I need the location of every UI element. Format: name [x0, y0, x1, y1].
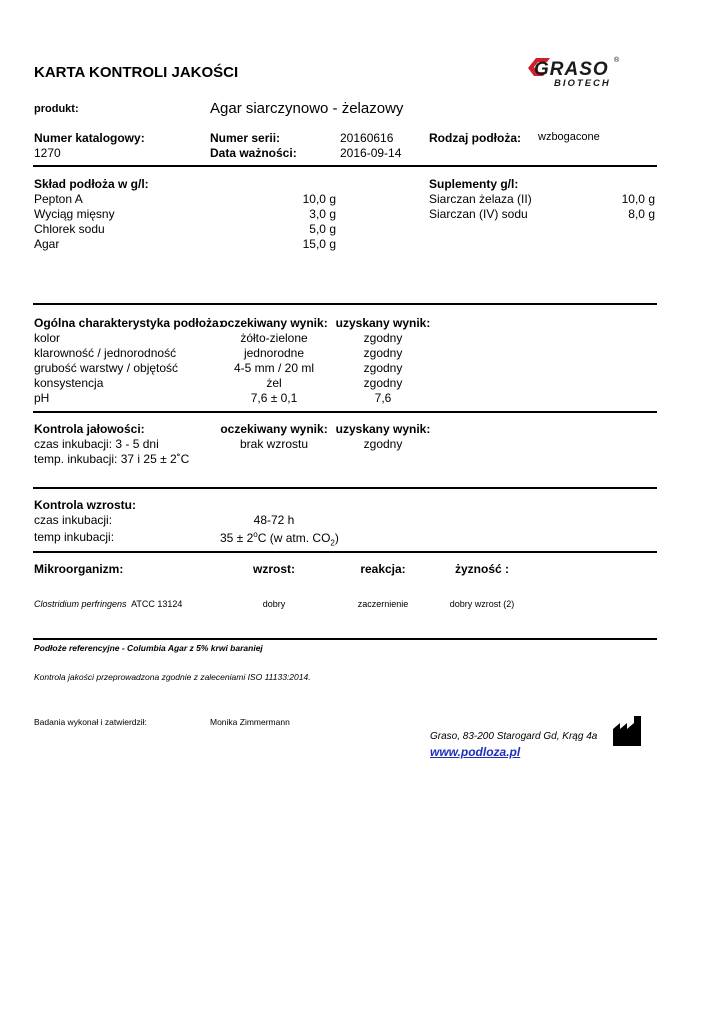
reaction-header: reakcja:	[360, 562, 406, 576]
composition-item-name: Chlorek sodu	[34, 222, 105, 236]
approved-by: Monika Zimmermann	[210, 717, 290, 727]
composition-item-name: Wyciąg mięsny	[34, 207, 115, 221]
composition-item-value: 3,0 g	[309, 207, 336, 221]
sterility-time: czas inkubacji: 3 - 5 dni	[34, 437, 159, 451]
growth-time-value: 48-72 h	[253, 513, 295, 527]
characteristic-expected: 7,6 ± 0,1	[250, 391, 298, 405]
obtained-result-header: uzyskany wynik:	[335, 316, 431, 330]
manufacturer-icon	[612, 715, 642, 752]
characteristic-name: grubość warstwy / objętość	[34, 361, 179, 375]
growth-time-label: czas inkubacji:	[34, 513, 113, 527]
supplement-name: Siarczan (IV) sodu	[429, 207, 528, 221]
sterility-obtained-header: uzyskany wynik:	[335, 422, 431, 436]
sterility-obtained: zgodny	[363, 437, 403, 451]
characteristic-expected: 4-5 mm / 20 ml	[233, 361, 314, 375]
organism-header: Mikroorganizm:	[34, 562, 124, 576]
divider	[33, 165, 657, 167]
supplements-title: Suplementy g/l:	[429, 177, 519, 191]
divider	[33, 638, 657, 640]
product-label: produkt:	[34, 103, 79, 115]
sterility-temp: temp. inkubacji: 37 i 25 ± 2˚C	[34, 452, 190, 466]
growth-temp-value: $35 \pm 2^oC$ (w atm. $CO_2$)	[220, 530, 339, 548]
logo-sub-text: BIOTECH	[554, 78, 611, 89]
composition-title: Skład podłoża w g/l:	[34, 177, 149, 191]
iso-note: Kontrola jakości przeprowadzona zgodnie z zaleceniami ISO 11133:2014.	[34, 672, 311, 682]
supplement-value: 10,0 g	[621, 192, 655, 206]
series-value: 20160616	[340, 131, 394, 145]
growth-header: wzrost:	[253, 562, 295, 576]
approved-label: Badania wykonał i zatwierdził:	[34, 717, 147, 727]
organism-name: Clostridium perfringens	[34, 599, 127, 609]
characteristics-title: Ogólna charakterystyka podłoża:	[34, 316, 223, 330]
composition-item-value: 15,0 g	[302, 237, 336, 251]
series-label: Numer serii:	[210, 131, 281, 145]
company-logo	[526, 54, 636, 94]
composition-item-value: 5,0 g	[309, 222, 336, 236]
catalog-label: Numer katalogowy:	[34, 131, 145, 145]
organism-reaction: zaczernienie	[357, 599, 409, 609]
divider	[33, 303, 657, 305]
medium-type-value: wzbogacone	[538, 131, 600, 143]
composition-item-name: Pepton A	[34, 192, 83, 206]
characteristic-name: kolor	[34, 331, 61, 345]
organism-row	[34, 599, 182, 609]
company-address: Graso, 83-200 Starogard Gd, Krąg 4a	[430, 731, 598, 742]
characteristic-obtained: zgodny	[363, 331, 403, 345]
sterility-expected-header: oczekiwany wynik:	[220, 422, 328, 436]
viability-header: żyzność :	[454, 562, 509, 576]
divider	[33, 411, 657, 413]
divider	[33, 487, 657, 489]
characteristic-obtained: zgodny	[363, 361, 403, 375]
expiry-value: 2016-09-14	[340, 146, 402, 160]
divider	[33, 551, 657, 553]
organism-growth: dobry	[262, 599, 286, 609]
characteristic-obtained: 7,6	[374, 391, 392, 405]
characteristic-expected: żółto-zielone	[240, 331, 308, 345]
characteristic-name: klarowność / jednorodność	[34, 346, 177, 360]
characteristic-name: konsystencja	[34, 376, 104, 390]
expiry-label: Data ważności:	[210, 146, 297, 160]
reference-medium-note: Podłoże referencyjne - Columbia Agar z 5% krwi baraniej	[34, 643, 263, 653]
organism-strain: ATCC 13124	[131, 599, 183, 609]
growth-title: Kontrola wzrostu:	[34, 498, 136, 512]
supplement-value: 8,0 g	[628, 207, 655, 221]
sterility-title: Kontrola jałowości:	[34, 422, 145, 436]
catalog-value: 1270	[34, 146, 61, 160]
supplement-name: Siarczan żelaza (II)	[429, 192, 532, 206]
sterility-expected: brak wzrostu	[239, 437, 309, 451]
medium-type-label: Rodzaj podłoża:	[429, 131, 521, 145]
website-link[interactable]: www.podloza.pl	[430, 745, 521, 759]
growth-temp-label: temp inkubacji:	[34, 530, 115, 544]
composition-item-name: Agar	[34, 237, 60, 251]
page-title: KARTA KONTROLI JAKOŚCI	[34, 64, 239, 81]
organism-viability: dobry wzrost (2)	[449, 599, 515, 609]
product-name: Agar siarczynowo - żelazowy	[210, 100, 404, 117]
composition-item-value: 10,0 g	[302, 192, 336, 206]
registered-mark: ®	[614, 57, 620, 64]
characteristic-obtained: zgodny	[363, 346, 403, 360]
logo-main-text: GRASO	[534, 59, 609, 80]
characteristic-expected: żel	[266, 376, 282, 390]
characteristic-expected: jednorodne	[243, 346, 305, 360]
characteristic-name: pH	[34, 391, 50, 405]
expected-result-header: oczekiwany wynik:	[220, 316, 328, 330]
characteristic-obtained: zgodny	[363, 376, 403, 390]
